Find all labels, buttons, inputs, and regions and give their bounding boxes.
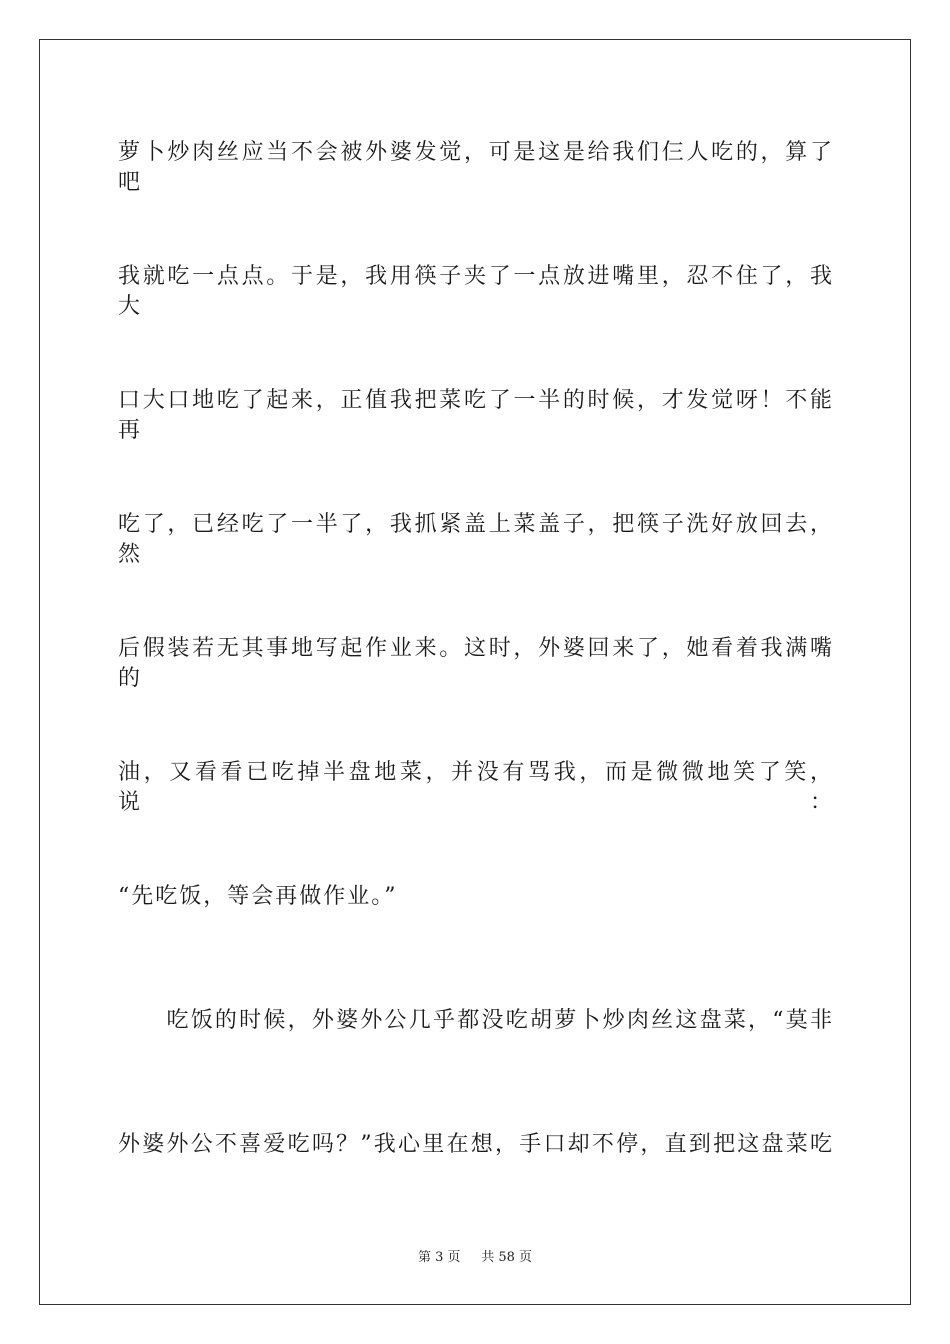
text-line-8: 吃饭的时候，外婆外公几乎都没吃胡萝卜炒肉丝这盘菜，“莫非 (118, 1008, 834, 1033)
text-line-7: “先吃饭，等会再做作业。” (118, 884, 398, 909)
text-line-6: 油，又看看已吃掉半盘地菜，并没有骂我，而是微微地笑了笑，说： (118, 760, 834, 815)
text-line-5: 后假装若无其事地写起作业来。这时，外婆回来了，她看着我满嘴的 (118, 636, 834, 691)
text-line-9: 外婆外公不喜爱吃吗？”我心里在想，手口却不停，直到把这盘菜吃 (118, 1132, 834, 1157)
page-footer (0, 1249, 950, 1267)
page-total: 共 58 页 (481, 1250, 533, 1265)
page-number: 第 3 页 (417, 1250, 461, 1265)
text-line-4: 吃了，已经吃了一半了，我抓紧盖上菜盖子，把筷子洗好放回去，然 (118, 512, 834, 567)
text-line-2: 我就吃一点点。于是，我用筷子夹了一点放进嘴里，忍不住了，我大 (118, 264, 834, 319)
page-border (39, 39, 911, 1305)
text-line-3: 口大口地吃了起来，正值我把菜吃了一半的时候，才发觉呀！不能再 (118, 388, 834, 443)
text-line-1: 萝卜炒肉丝应当不会被外婆发觉，可是这是给我们仨人吃的，算了吧 (118, 140, 834, 195)
